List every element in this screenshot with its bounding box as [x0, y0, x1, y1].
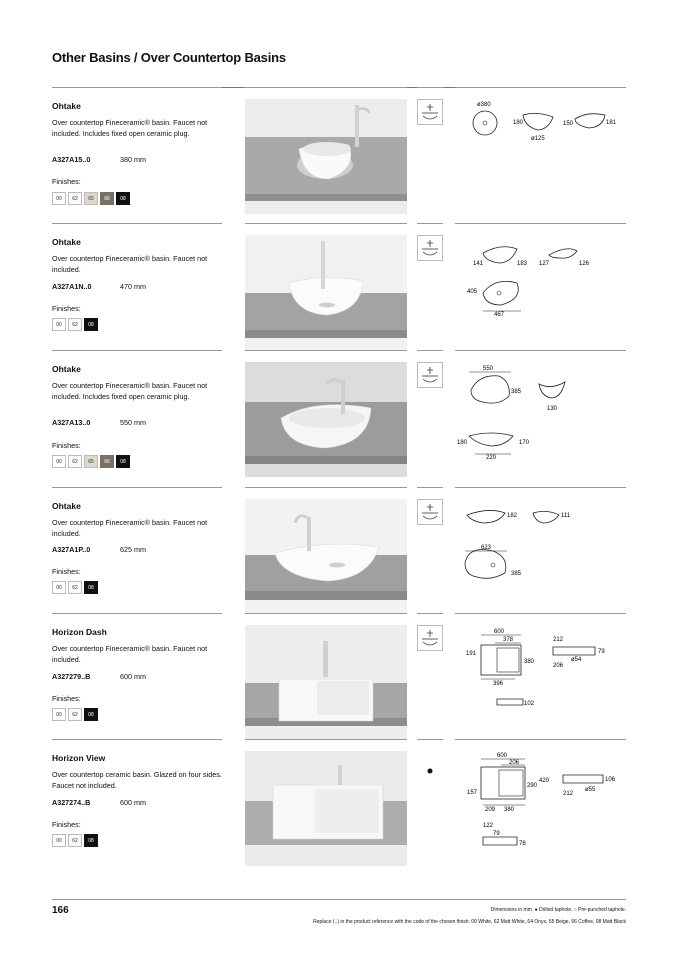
product-horizon-view — [0, 739, 678, 866]
finish-swatches — [52, 708, 98, 721]
dim-label: 78 — [519, 841, 526, 847]
dim-label: 79 — [598, 649, 605, 655]
dim-label: 405 — [467, 289, 478, 295]
faucet-icon — [417, 499, 443, 525]
product-size: 470 mm — [120, 282, 146, 291]
product-description: Over countertop Fineceramic® basin. Faucet not included. Includes fixed open ceramic plug. — [52, 381, 208, 401]
dim-label: 122 — [483, 823, 494, 829]
dim-label: 378 — [503, 637, 514, 643]
finish-swatch[interactable]: 08 — [116, 192, 130, 205]
dim-label: 126 — [579, 261, 590, 267]
finish-swatch[interactable]: 66 — [100, 455, 114, 468]
product-ohtake-625 — [0, 487, 678, 614]
divider — [455, 223, 626, 224]
product-size: 380 mm — [120, 155, 146, 164]
dim-label: 550 — [483, 366, 494, 372]
divider — [417, 350, 443, 351]
finish-swatches — [52, 834, 98, 847]
divider — [52, 87, 222, 88]
dim-label: 106 — [605, 777, 616, 783]
finish-swatches — [52, 192, 130, 205]
page-number: 166 — [52, 905, 69, 916]
product-name: Ohtake — [52, 237, 81, 247]
dim-label: 212 — [553, 637, 564, 643]
dim-label: ø380 — [477, 102, 491, 108]
product-name: Ohtake — [52, 501, 81, 511]
dim-label: 212 — [563, 791, 574, 797]
divider — [245, 739, 407, 740]
divider — [455, 739, 626, 740]
faucet-icon — [417, 235, 443, 261]
footer-divider — [52, 899, 626, 900]
finish-swatch[interactable]: 62 — [68, 455, 82, 468]
finish-swatches — [52, 455, 130, 468]
product-size: 625 mm — [120, 545, 146, 554]
product-name: Ohtake — [52, 101, 81, 111]
dim-label: 183 — [517, 261, 528, 267]
dim-label: 180 — [457, 440, 468, 446]
product-name: Ohtake — [52, 364, 81, 374]
product-photo — [245, 362, 407, 477]
dimension-drawing — [455, 360, 630, 475]
finish-swatch[interactable]: 62 — [68, 192, 82, 205]
faucet-icon — [417, 99, 443, 125]
dim-label: 396 — [493, 681, 504, 687]
dim-label: 290 — [527, 783, 538, 789]
product-photo — [245, 499, 407, 614]
product-ohtake-380 — [0, 87, 678, 214]
dim-label: 191 — [466, 651, 477, 657]
divider — [52, 223, 222, 224]
finishes-label: Finishes: — [52, 177, 81, 186]
dim-label: 206 — [509, 760, 520, 766]
finish-swatch[interactable]: 00 — [52, 708, 66, 721]
dimension-drawing — [455, 233, 630, 348]
divider — [245, 87, 407, 88]
divider — [245, 613, 407, 614]
finish-swatch[interactable]: 08 — [84, 318, 98, 331]
dim-label: ø55 — [585, 787, 596, 793]
divider — [245, 487, 407, 488]
dimensions-note: Dimensions in mm. ● Drilled taphole. ○ Pre-punched taphole. — [490, 907, 626, 913]
dim-label: 127 — [539, 261, 550, 267]
finish-swatches — [52, 581, 98, 594]
dim-label: 623 — [481, 545, 492, 551]
finish-swatch[interactable]: 00 — [52, 581, 66, 594]
finish-swatch[interactable]: 08 — [84, 834, 98, 847]
dim-label: ø125 — [531, 136, 545, 142]
divider — [417, 739, 443, 740]
finish-swatch[interactable]: 62 — [68, 834, 82, 847]
finish-swatch[interactable]: 00 — [52, 455, 66, 468]
product-description: Over countertop Fineceramic® basin. Faucet not included. — [52, 254, 208, 274]
product-code: A327279..B — [52, 672, 91, 681]
finish-swatch[interactable]: 62 — [68, 581, 82, 594]
divider — [52, 350, 222, 351]
divider — [417, 87, 443, 88]
dimension-drawing — [455, 623, 630, 738]
dim-label: 220 — [486, 455, 497, 461]
dim-label: 467 — [494, 312, 505, 318]
dim-label: 102 — [524, 701, 535, 707]
divider — [455, 613, 626, 614]
finish-swatches — [52, 318, 98, 331]
dim-label: 150 — [563, 121, 574, 127]
divider — [455, 487, 626, 488]
divider — [455, 350, 626, 351]
dim-label: 209 — [485, 807, 496, 813]
finish-swatch[interactable]: 08 — [84, 581, 98, 594]
finish-swatch[interactable]: 66 — [100, 192, 114, 205]
dim-label: 130 — [547, 406, 558, 412]
product-size: 600 mm — [120, 798, 146, 807]
finish-swatch[interactable]: 65 — [84, 192, 98, 205]
product-code: A327274..B — [52, 798, 91, 807]
dim-label: 180 — [513, 120, 524, 126]
dimension-drawing — [455, 749, 630, 864]
finish-swatch[interactable]: 62 — [68, 318, 82, 331]
divider — [245, 350, 407, 351]
finishes-label: Finishes: — [52, 567, 81, 576]
faucet-icon — [417, 362, 443, 388]
dim-label: 157 — [467, 790, 478, 796]
finishes-label: Finishes: — [52, 304, 81, 313]
divider — [52, 487, 222, 488]
product-description: Over countertop Fineceramic® basin. Faucet not included. Includes fixed open ceramic plug. — [52, 118, 208, 138]
product-horizon-dash — [0, 613, 678, 740]
finish-swatch[interactable]: 00 — [52, 192, 66, 205]
dim-label: 385 — [511, 389, 522, 395]
divider — [417, 223, 443, 224]
finish-swatch[interactable]: 65 — [84, 455, 98, 468]
product-photo — [245, 99, 407, 214]
dim-label: 380 — [504, 807, 515, 813]
dim-label: 600 — [497, 753, 508, 759]
dim-label: 380 — [524, 659, 535, 665]
product-code: A327A13..0 — [52, 418, 91, 427]
product-description: Over countertop Fineceramic® basin. Faucet not included. — [52, 518, 208, 538]
finish-swatch[interactable]: 08 — [116, 455, 130, 468]
product-code: A327A1P..0 — [52, 545, 91, 554]
finishes-label: Finishes: — [52, 820, 81, 829]
finishes-label: Finishes: — [52, 441, 81, 450]
divider — [417, 613, 443, 614]
product-name: Horizon View — [52, 753, 106, 763]
divider — [455, 87, 626, 88]
product-name: Horizon Dash — [52, 627, 107, 637]
finish-swatch[interactable]: 62 — [68, 708, 82, 721]
finish-swatch[interactable]: 08 — [84, 708, 98, 721]
product-description: Over countertop ceramic basin. Glazed on four sides. Faucet not included. — [52, 770, 222, 790]
product-photo — [245, 751, 407, 866]
finishes-label: Finishes: — [52, 694, 81, 703]
dim-label: 600 — [494, 629, 505, 635]
dim-label: 420 — [539, 778, 550, 784]
finish-code-note: Replace (..) in the product reference with the code of the chosen finish: 00 White, 62 Matt White, 64 Onyx, 65 Beige, 66 Coffee, 08 Matt Black — [313, 919, 626, 925]
dimension-drawing — [455, 497, 630, 612]
product-photo — [245, 235, 407, 350]
product-size: 600 mm — [120, 672, 146, 681]
product-photo — [245, 625, 407, 740]
product-description: Over countertop Fineceramic® basin. Faucet not included. — [52, 644, 208, 664]
dim-label: 170 — [519, 440, 530, 446]
finish-swatch[interactable]: 00 — [52, 318, 66, 331]
divider — [417, 487, 443, 488]
finish-swatch[interactable]: 00 — [52, 834, 66, 847]
product-code: A327A1N..0 — [52, 282, 92, 291]
divider — [52, 613, 222, 614]
dim-label: 385 — [511, 571, 522, 577]
divider — [52, 739, 222, 740]
product-ohtake-470 — [0, 223, 678, 350]
dim-label: 182 — [507, 513, 518, 519]
faucet-icon — [417, 625, 443, 651]
dim-label: 181 — [606, 120, 617, 126]
dim-label: 206 — [553, 663, 564, 669]
dimension-drawing — [455, 97, 630, 212]
product-code: A327A15..0 — [52, 155, 91, 164]
dim-label: 111 — [561, 513, 571, 519]
dim-label: 79 — [493, 831, 500, 837]
product-size: 550 mm — [120, 418, 146, 427]
product-ohtake-550 — [0, 350, 678, 477]
divider — [245, 223, 407, 224]
dim-label: 141 — [473, 261, 484, 267]
page-title: Other Basins / Over Countertop Basins — [52, 50, 286, 65]
dim-label: ø54 — [571, 657, 582, 663]
drilled-taphole-icon — [417, 751, 443, 777]
